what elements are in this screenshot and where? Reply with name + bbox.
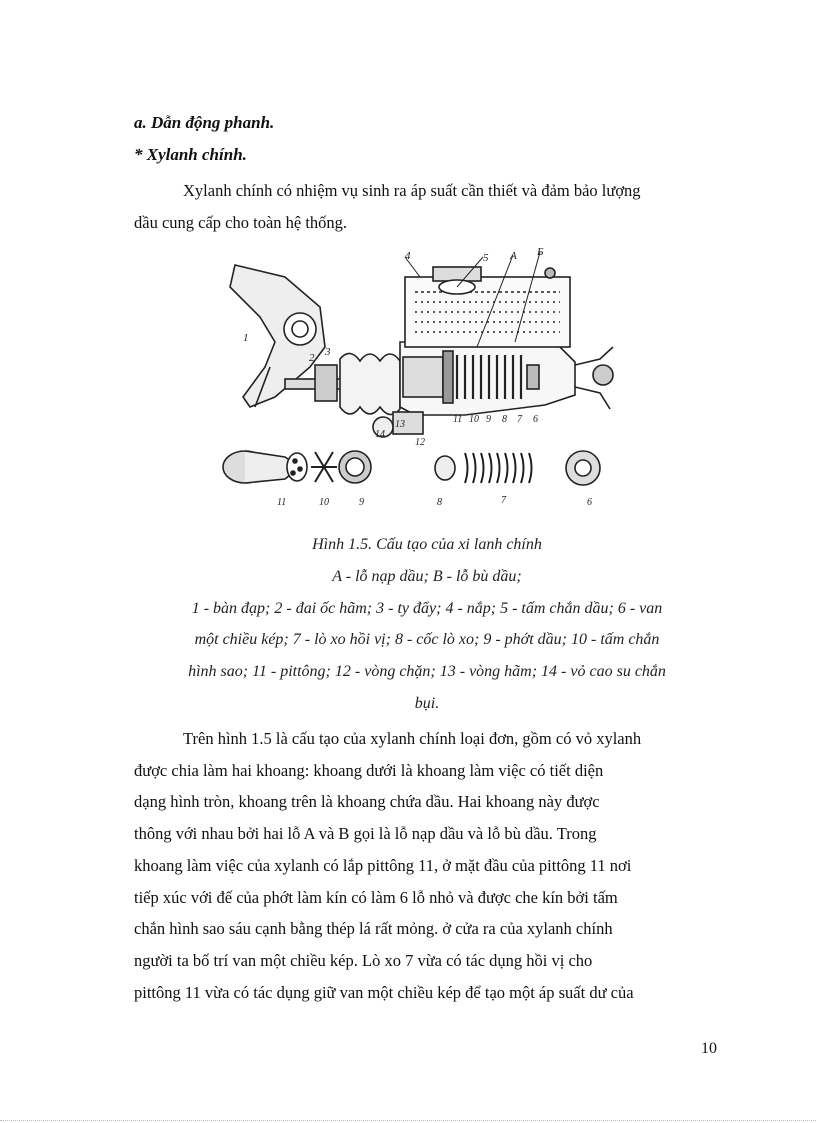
label-7: 7 xyxy=(517,414,522,425)
body-line: thông với nhau bởi hai lỗ A và B gọi là lỗ nạp dầu và lỗ bù dầu. Trong xyxy=(134,824,597,844)
caption-line: bụi. xyxy=(414,694,440,712)
label-5: 5 xyxy=(483,252,489,264)
body-line: pittông 11 vừa có tác dụng giữ van một chiều kép để tạo một áp suất dư của xyxy=(134,982,634,1002)
intro-line: Xylanh chính có nhiệm vụ sinh ra áp suất cần thiết và đảm bảo lượng xyxy=(183,181,641,200)
label-13: 13 xyxy=(395,419,405,430)
body-line: được chia làm hai khoang: khoang dưới là khoang làm việc có tiết diện xyxy=(134,760,604,780)
master-cylinder-figure xyxy=(215,247,620,519)
label-1: 1 xyxy=(243,332,249,344)
label-3: 3 xyxy=(325,346,331,358)
body-paragraph xyxy=(134,723,718,1008)
label-12: 12 xyxy=(415,437,425,448)
caption-title: Hình 1.5. Cấu tạo của xi lanh chính xyxy=(312,536,542,553)
body-line: khoang làm việc của xylanh có lắp pittông 11, ở mặt đầu của pittông 11 nơi xyxy=(134,855,632,875)
body-line: tiếp xúc với đế của phớt làm kín có làm 6 lỗ nhỏ và được che kín bởi tấm xyxy=(134,887,618,907)
part-label-7: 7 xyxy=(501,495,506,506)
sub-heading: * Xylanh chính. xyxy=(134,145,247,164)
label-9: 9 xyxy=(486,414,491,425)
page-bottom-divider xyxy=(0,1120,816,1121)
part-label-10: 10 xyxy=(319,497,329,508)
label-6: 6 xyxy=(533,414,538,425)
figure-caption xyxy=(135,529,719,720)
label-2: 2 xyxy=(309,352,315,364)
part-label-6: 6 xyxy=(587,497,592,508)
intro-paragraph xyxy=(134,175,718,238)
label-8: 8 xyxy=(502,414,507,425)
label-11: 11 xyxy=(453,414,463,425)
caption-line: hình sao; 11 - pittông; 12 - vòng chặn; 13 - vòng hãm; 14 - vỏ cao su chắn xyxy=(188,663,666,681)
caption-line: A - lỗ nạp dầu; B - lỗ bù dầu; xyxy=(332,567,522,585)
body-line: chắn hình sao sáu cạnh bằng thép lá rất mỏng. ở cửa ra của xylanh chính xyxy=(134,919,613,939)
body-line: người ta bố trí van một chiều kép. Lò xo 7 vừa có tác dụng hồi vị cho xyxy=(134,950,593,970)
caption-line: 1 - bàn đạp; 2 - đai ốc hãm; 3 - ty đẩy; 4 - nắp; 5 - tấm chắn dầu; 6 - van xyxy=(191,599,663,617)
label-B: Б xyxy=(537,247,544,258)
label-14: 14 xyxy=(375,429,385,440)
body-line: Trên hình 1.5 là cấu tạo của xylanh chính loại đơn, gồm có vỏ xylanh xyxy=(183,729,642,748)
label-A: A xyxy=(510,250,517,262)
part-label-9: 9 xyxy=(359,497,364,508)
page-number: 10 xyxy=(701,1040,717,1057)
intro-line: dầu cung cấp cho toàn hệ thống. xyxy=(134,212,348,232)
part-label-8: 8 xyxy=(437,497,442,508)
section-heading: a. Dẫn động phanh. xyxy=(134,113,275,132)
caption-line: một chiều kép; 7 - lò xo hồi vị; 8 - cốc lò xo; 9 - phớt dầu; 10 - tấm chắn xyxy=(194,631,660,649)
label-4: 4 xyxy=(405,250,411,262)
body-line: dạng hình tròn, khoang trên là khoang chứa dầu. Hai khoang này được xyxy=(134,792,600,812)
part-label-11: 11 xyxy=(277,497,287,508)
label-10: 10 xyxy=(469,414,479,425)
